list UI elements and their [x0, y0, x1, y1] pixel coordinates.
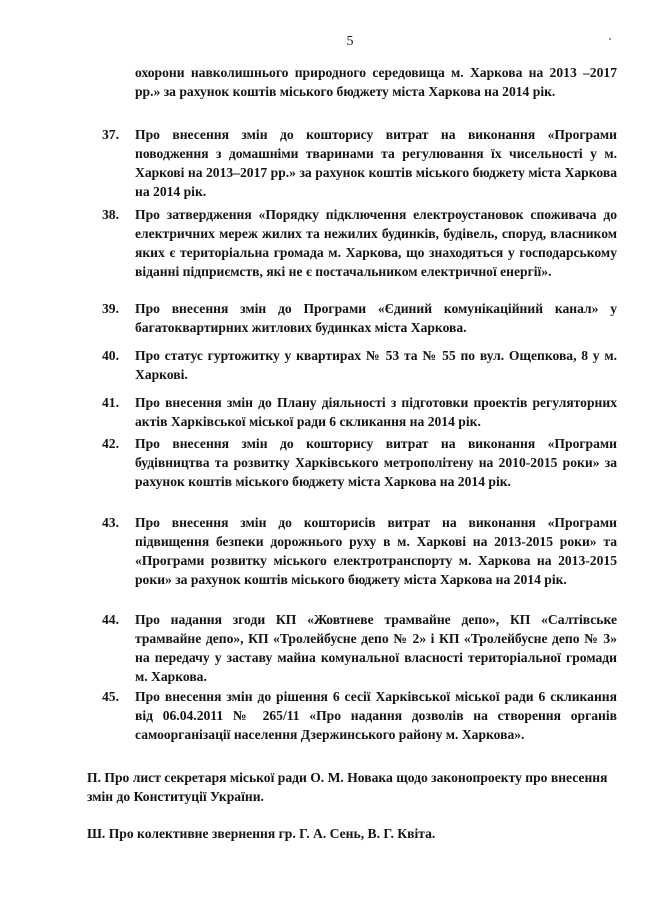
item-number: 42. — [102, 436, 119, 451]
item-text: Про внесення змін до рішення 6 сесії Харківської міської ради 6 скликання від 06.04.2011 № 265/11 «Про надання дозволів на створення органів самоорганізації населення Дзержинського району м. Харкова». — [135, 689, 617, 742]
item-text: Про внесення змін до Плану діяльності з підготовки проектів регуляторних актів Харківської міської ради 6 скликання на 2014 рік. — [135, 395, 617, 429]
item-text: Про надання згоди КП «Жовтневе трамвайне депо», КП «Салтівське трамвайне депо», КП «Тролейбусне депо № 2» і КП «Тролейбусне депо № 3» на передачу у заставу майна комунальної власності територіальної громади м. Харкова. — [135, 612, 617, 684]
item-text: Про внесення змін до кошторису витрат на виконання «Програми поводження з домашніми тваринами та регулювання їх чисельності у м. Харкові на 2013–2017 рр.» за рахунок коштів міського бюджету міста Харкова на 2014 рік. — [135, 127, 617, 199]
section-iii: Ш. Про колективне звернення гр. Г. А. Сень, В. Г. Квіта. — [87, 826, 436, 841]
scan-speck — [609, 38, 611, 40]
item-text: Про внесення змін до кошторису витрат на виконання «Програми будівництва та розвитку Харківського метрополітену на 2010-2015 роки» за рахунок коштів міського бюджету міста Харкова на 2014 рік. — [135, 436, 617, 489]
item-number: 41. — [102, 395, 119, 410]
item-number: 38. — [102, 207, 119, 222]
item-number: 43. — [102, 515, 119, 530]
section-ii: П. Про лист секретаря міської ради О. М. Новака щодо законопроекту про внесення змін до Конституції України. — [87, 770, 608, 804]
item-text: Про статус гуртожитку у квартирах № 53 та № 55 по вул. Ощепкова, 8 у м. Харкові. — [135, 348, 617, 382]
item-number: 37. — [102, 127, 119, 142]
item-number: 45. — [102, 689, 119, 704]
continuation-text: охорони навколишнього природного середовища м. Харкова на 2013 –2017 рр.» за рахунок коштів міського бюджету міста Харкова на 2014 рік. — [135, 65, 617, 99]
item-number: 44. — [102, 612, 119, 627]
item-number: 39. — [102, 301, 119, 316]
item-text: Про затвердження «Порядку підключення електроустановок споживача до електричних мереж жилих та нежилих будинків, будівель, споруд, власником яких є територіальна громада м. Харкова, що знаходяться у господарському віданні підприємств, які не є постачальником електричної енергії». — [135, 207, 617, 279]
item-text: Про внесення змін до кошторисів витрат на виконання «Програми підвищення безпеки дорожнього руху в м. Харкові на 2013-2015 роки» та «Програми розвитку міського електротранспорту м. Харкова на 2013-2015 роки» за рахунок коштів міського бюджету міста Харкова на 2014 рік. — [135, 515, 617, 587]
page-number: 5 — [346, 34, 354, 49]
item-text: Про внесення змін до Програми «Єдиний комунікаційний канал» у багатоквартирних житлових будинках міста Харкова. — [135, 301, 617, 335]
item-number: 40. — [102, 348, 119, 363]
